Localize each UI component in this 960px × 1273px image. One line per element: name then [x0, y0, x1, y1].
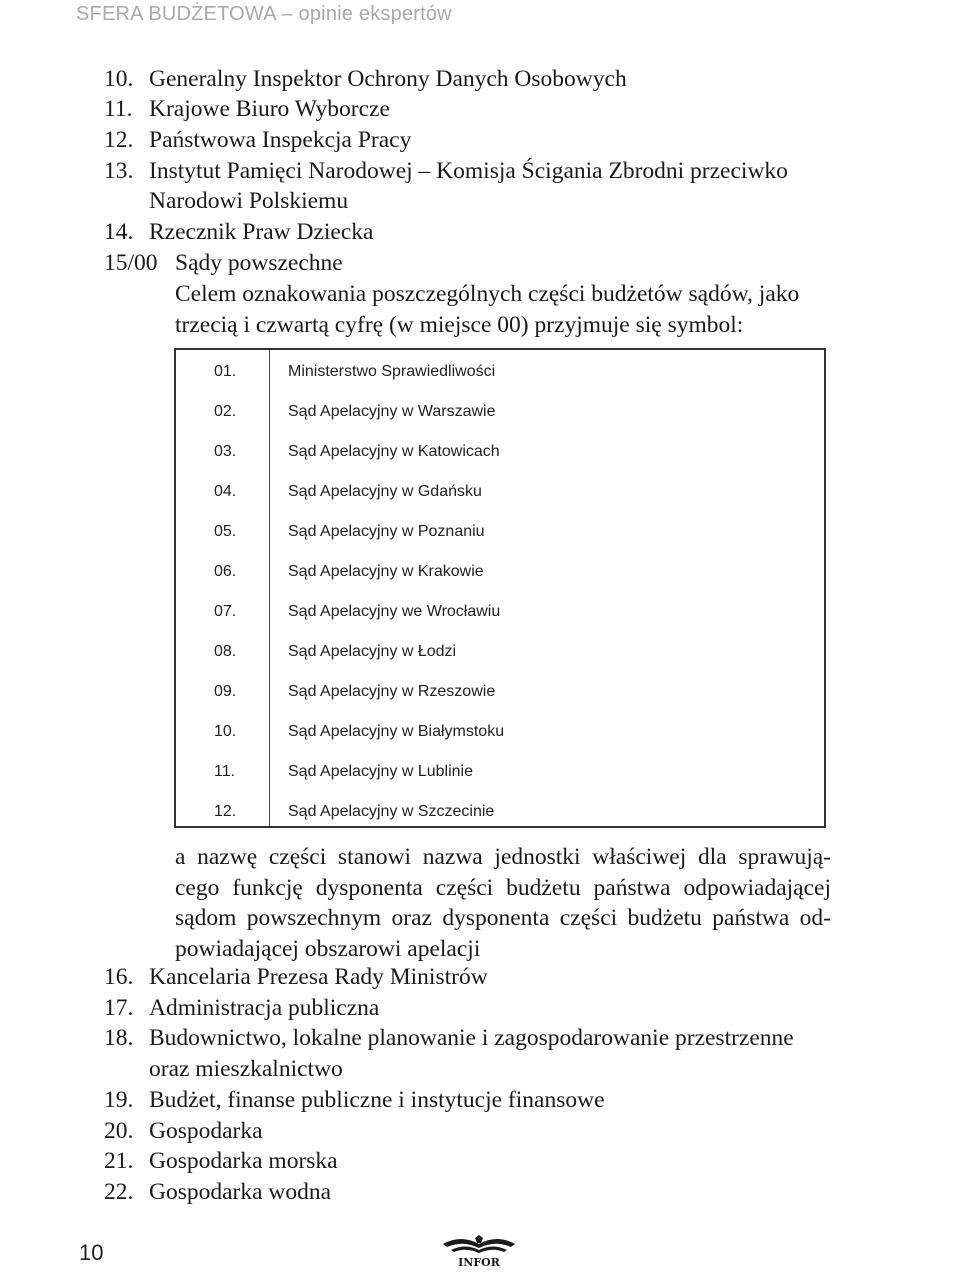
- list-number: 22.: [104, 1179, 134, 1205]
- list-number: 19.: [104, 1087, 134, 1113]
- code-cell: 07.: [214, 603, 237, 620]
- list-number: 15/00: [104, 250, 158, 276]
- paragraph-line: powiadającej obszarowi apelacji: [175, 935, 481, 962]
- list-number: 12.: [104, 127, 134, 153]
- code-cell: 06.: [214, 563, 237, 580]
- list-text: Krajowe Biuro Wyborcze: [149, 96, 390, 122]
- table-row: [176, 350, 824, 390]
- list-text: oraz mieszkalnictwo: [149, 1056, 343, 1082]
- after-table-paragraph: [175, 842, 831, 964]
- name-cell: Ministerstwo Sprawiedliwości: [288, 363, 496, 380]
- table-row: [176, 710, 824, 750]
- list-text: Instytut Pamięci Narodowej – Komisja Ścigania Zbrodni przeciwko: [149, 158, 788, 184]
- paragraph-line: sądom powszechnym oraz dysponenta części budżetu państwa od-: [175, 905, 831, 931]
- list-number: 11.: [104, 96, 133, 122]
- infor-logo: [437, 1234, 521, 1268]
- list-number: 17.: [104, 995, 134, 1021]
- list-number: 18.: [104, 1025, 134, 1051]
- code-cell: 05.: [214, 523, 237, 540]
- table-row: [176, 550, 824, 590]
- list-text: Administracja publiczna: [149, 995, 380, 1021]
- list-text: Państwowa Inspekcja Pracy: [149, 127, 412, 153]
- name-cell: Sąd Apelacyjny w Warszawie: [288, 403, 496, 420]
- name-cell: Sąd Apelacyjny w Lublinie: [288, 763, 474, 780]
- name-cell: Sąd Apelacyjny w Łodzi: [288, 643, 457, 660]
- table-row: [176, 790, 824, 830]
- code-cell: 02.: [214, 403, 237, 420]
- name-cell: Sąd Apelacyjny w Krakowie: [288, 563, 484, 580]
- table-row: [176, 630, 824, 670]
- name-cell: Sąd Apelacyjny w Katowicach: [288, 443, 500, 460]
- code-cell: 08.: [214, 643, 237, 660]
- infor-logo-icon: [437, 1234, 521, 1268]
- list-text: Budownictwo, lokalne planowanie i zagospodarowanie przestrzenne: [149, 1025, 794, 1051]
- table-row: [176, 470, 824, 510]
- list-number: 20.: [104, 1118, 134, 1144]
- list-text: Gospodarka morska: [149, 1148, 338, 1174]
- list-number: 13.: [104, 158, 134, 184]
- desc-text: trzecią i czwartą cyfrę (w miejsce 00) przyjmuje się symbol:: [175, 312, 744, 338]
- table-row: [176, 590, 824, 630]
- code-cell: 03.: [214, 443, 237, 460]
- name-cell: Sąd Apelacyjny w Szczecinie: [288, 803, 495, 820]
- list-text: Gospodarka wodna: [149, 1179, 332, 1205]
- code-cell: 04.: [214, 483, 237, 500]
- code-cell: 11.: [214, 763, 236, 780]
- table-row: [176, 430, 824, 470]
- court-codes-table: [174, 348, 826, 828]
- name-cell: Sąd Apelacyjny w Poznaniu: [288, 523, 485, 540]
- list-text: Gospodarka: [149, 1118, 263, 1144]
- table-row: [176, 750, 824, 790]
- code-cell: 01.: [214, 363, 237, 380]
- list-number: 14.: [104, 219, 134, 245]
- list-text: Generalny Inspektor Ochrony Danych Osobowych: [149, 66, 627, 92]
- table-row: [176, 510, 824, 550]
- table-row: [176, 670, 824, 710]
- list-number: 21.: [104, 1148, 134, 1174]
- list-text: Budżet, finanse publiczne i instytucje finansowe: [149, 1087, 605, 1113]
- name-cell: Sąd Apelacyjny w Gdańsku: [288, 483, 482, 500]
- paragraph-line: cego funkcję dysponenta części budżetu państwa odpowiadającej: [175, 874, 831, 901]
- list-text: Narodowi Polskiemu: [149, 188, 349, 214]
- paragraph-line: a nazwę części stanowi nazwa jednostki właściwej dla sprawują-: [175, 844, 831, 870]
- list-text: Sądy powszechne: [175, 250, 343, 276]
- list-number: 10.: [104, 66, 134, 92]
- desc-text: Celem oznakowania poszczególnych części budżetów sądów, jako: [175, 281, 800, 307]
- running-header: SFERA BUDŻETOWA – opinie ekspertów: [76, 3, 452, 25]
- name-cell: Sąd Apelacyjny we Wrocławiu: [288, 603, 501, 620]
- list-text: Kancelaria Prezesa Rady Ministrów: [149, 964, 488, 990]
- page-number: 10: [79, 1240, 104, 1265]
- code-cell: 12.: [214, 803, 237, 820]
- name-cell: Sąd Apelacyjny w Rzeszowie: [288, 683, 496, 700]
- table-row: [176, 390, 824, 430]
- name-cell: Sąd Apelacyjny w Białymstoku: [288, 723, 505, 740]
- logo-wordmark: INFOR: [458, 1256, 500, 1268]
- list-number: 16.: [104, 964, 134, 990]
- list-text: Rzecznik Praw Dziecka: [149, 219, 374, 245]
- code-cell: 09.: [214, 683, 237, 700]
- code-cell: 10.: [214, 723, 237, 740]
